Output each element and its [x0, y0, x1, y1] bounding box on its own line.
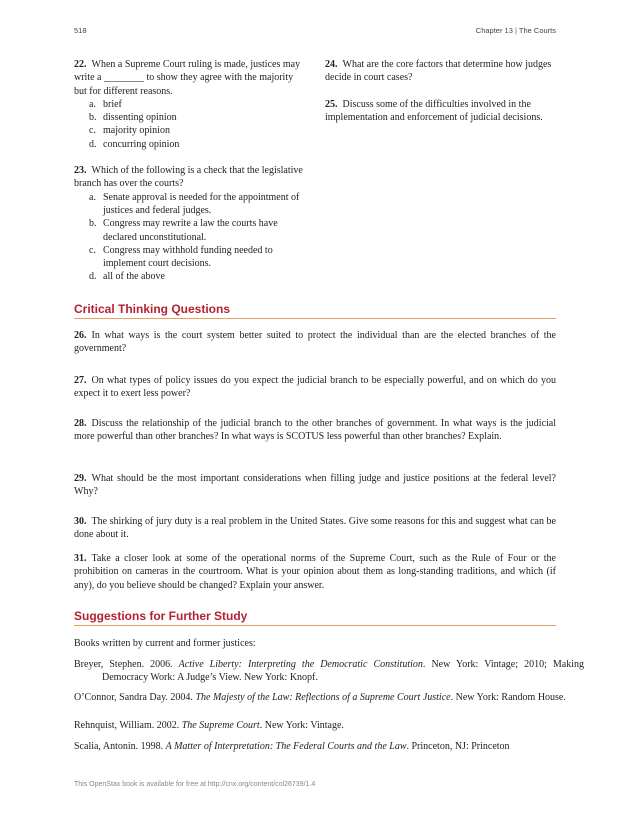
question-number: 30. [74, 516, 87, 527]
option-letter: d. [89, 271, 97, 283]
option-letter: a. [89, 98, 96, 110]
question-text: On what types of policy issues do you expect the judicial branch to be especially powerful, and on which do you expect it to exert less power? [74, 375, 556, 400]
option-d [74, 270, 306, 283]
answer-options [74, 98, 306, 151]
ct-question-27 [74, 374, 556, 401]
question-25 [325, 98, 556, 125]
question-stem [325, 58, 556, 85]
option-letter: c. [89, 125, 96, 137]
option-c [74, 244, 306, 271]
answer-options [74, 191, 306, 284]
question-number: 24. [325, 59, 338, 70]
question-number: 26. [74, 330, 87, 341]
question-stem [74, 58, 306, 98]
question-number: 28. [74, 418, 87, 429]
option-text: dissenting opinion [103, 112, 177, 124]
question-text: Discuss the relationship of the judicial branch to the other branches of government. In what ways is the judicial more powerful than other branches? In what ways is SCOTUS less powerful than other branches? Explain. [74, 418, 556, 443]
option-letter: a. [89, 191, 96, 203]
page-footer: This OpenStax book is available for free at http://cnx.org/content/col26739/1.4 [74, 781, 316, 788]
question-text: Take a closer look at some of the operational norms of the Supreme Court, such as the Rule of Four or the prohibition on cameras in the courtroom. What is your opinion about them as long-standing traditions, and which (if any), do you believe should be changed? Explain your answer. [74, 553, 556, 591]
critical-thinking-section [74, 302, 556, 591]
page-header [74, 26, 556, 40]
question-22 [74, 58, 306, 151]
question-23 [74, 164, 306, 284]
question-number: 27. [74, 375, 87, 386]
ct-question-28 [74, 417, 556, 444]
reference-author: Breyer, Stephen. 2006. [74, 659, 179, 670]
header-separator: | [514, 26, 517, 35]
question-text: When a Supreme Court ruling is made, justices may write a ________ to show they agree with the majority but for different reasons. [74, 59, 301, 97]
option-a [74, 98, 306, 111]
chapter-title: The Courts [518, 26, 556, 35]
option-letter: d. [89, 138, 97, 150]
question-text: Discuss some of the difficulties involved in the implementation and enforcement of judicial decisions. [325, 98, 543, 123]
reference-item [74, 740, 584, 753]
review-column-left [74, 58, 306, 297]
ct-question-30 [74, 515, 556, 542]
option-text: brief [103, 98, 122, 110]
section-title: Critical Thinking Questions [74, 302, 556, 319]
question-24 [325, 58, 556, 85]
further-study-section [74, 609, 584, 752]
reference-author: Scalia, Antonin. 1998. [74, 741, 166, 752]
option-d [74, 138, 306, 151]
question-text: What should be the most important considerations when filling judge and justice positions at the federal level? Why? [74, 473, 556, 498]
question-number: 23. [74, 165, 87, 177]
question-stem [325, 98, 556, 125]
option-b [74, 111, 306, 124]
option-text: concurring opinion [103, 138, 180, 150]
section-title: Suggestions for Further Study [74, 609, 556, 626]
option-c [74, 124, 306, 137]
reference-details: . New York: Random House. [450, 692, 566, 703]
reference-author: O’Connor, Sandra Day. 2004. [74, 692, 196, 703]
reference-details: . New York: Vintage. [259, 720, 344, 731]
reference-author: Rehnquist, William. 2002. [74, 720, 182, 731]
ct-question-26 [74, 329, 556, 356]
review-column-right [325, 58, 556, 137]
reference-title: The Supreme Court [181, 720, 260, 731]
reference-details: . Princeton, NJ: Princeton [406, 741, 510, 752]
reference-item [74, 691, 584, 704]
question-text: The shirking of jury duty is a real problem in the United States. Give some reasons for this and suggest what can be done about it. [74, 516, 556, 541]
question-text: What are the core factors that determine how judges decide in court cases? [325, 59, 552, 84]
chapter-heading [476, 26, 556, 35]
reference-title: A Matter of Interpretation: The Federal Courts and the Law [165, 741, 407, 752]
chapter-label: Chapter 13 [475, 26, 513, 35]
reference-item [74, 658, 584, 685]
reference-title: The Majesty of the Law: Reflections of a Supreme Court Justice [195, 692, 451, 703]
question-number: 29. [74, 473, 87, 484]
option-text: all of the above [103, 271, 165, 283]
option-text: Senate approval is needed for the appointment of justices and federal judges. [103, 191, 300, 216]
reference-details: . New York: Vintage; 2010; Making Democracy Work: A Judge’s View. New York: Knopf. [102, 659, 584, 684]
option-letter: b. [89, 218, 97, 230]
option-a [74, 191, 306, 218]
option-text: Congress may rewrite a law the courts have declared unconstitutional. [103, 218, 278, 243]
question-stem [74, 164, 306, 191]
option-letter: b. [89, 112, 97, 124]
reference-title: Active Liberty: Interpreting the Democratic Constitution [178, 659, 423, 670]
option-text: majority opinion [103, 125, 170, 137]
option-letter: c. [89, 244, 96, 256]
question-text: In what ways is the court system better suited to protect the individual than are the elected branches of the government? [74, 330, 556, 355]
option-b [74, 217, 306, 244]
question-number: 31. [74, 553, 87, 564]
question-text: Which of the following is a check that the legislative branch has over the courts? [74, 165, 303, 190]
reference-item [74, 719, 584, 732]
ct-question-29 [74, 472, 556, 499]
question-number: 25. [325, 98, 338, 110]
question-number: 22. [74, 59, 87, 70]
ct-question-31 [74, 552, 556, 592]
study-intro: Books written by current and former justices: [74, 638, 256, 649]
option-text: Congress may withhold funding needed to implement court decisions. [103, 244, 273, 270]
page-number: 518 [74, 26, 87, 35]
